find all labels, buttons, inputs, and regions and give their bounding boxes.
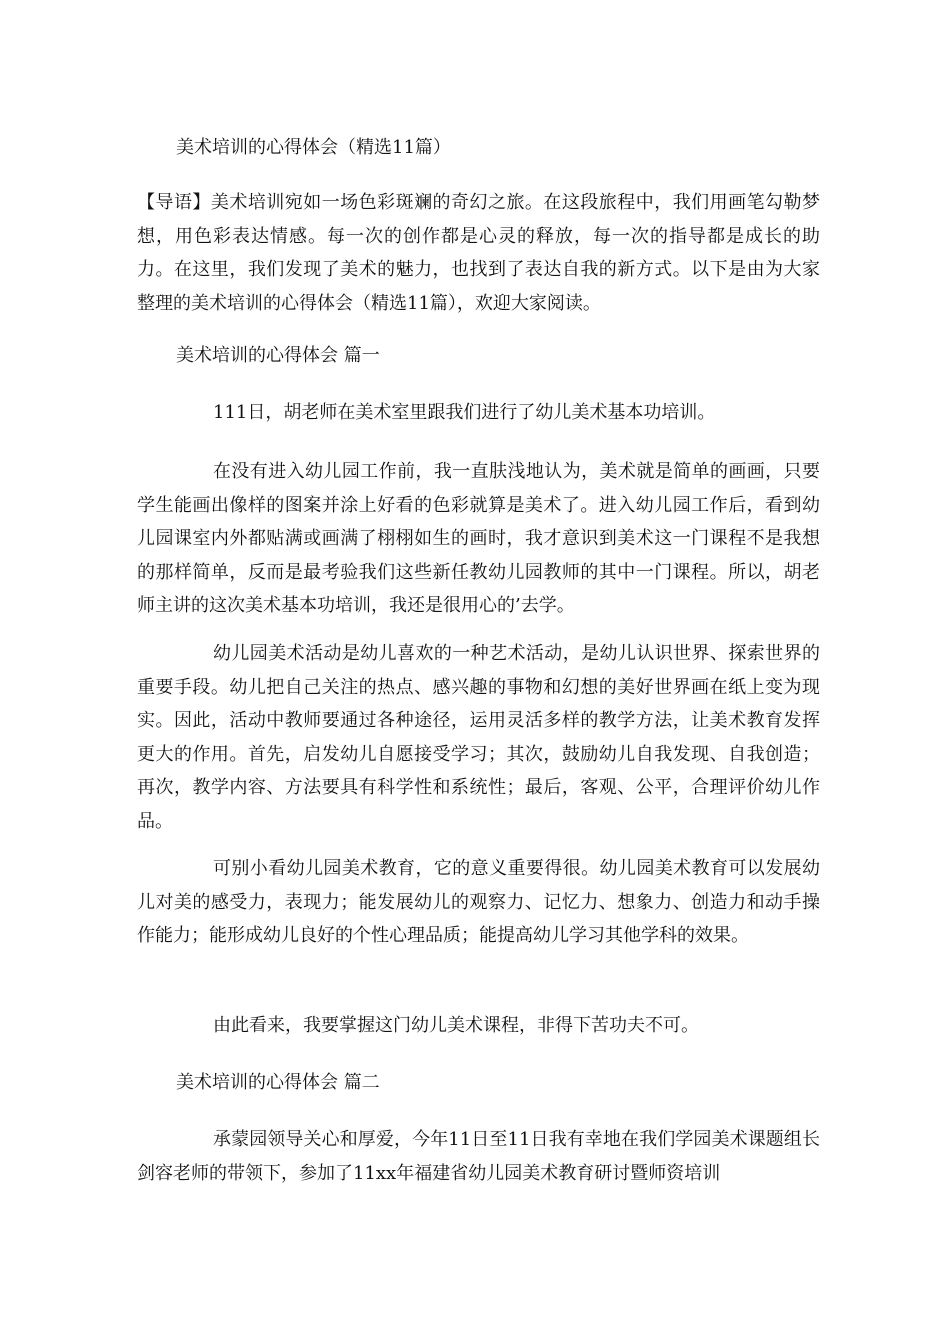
section2-paragraph-1: 承蒙园领导关心和厚爱，今年11日至11日我有幸地在我们学园美术课题组长剑容老师的带领下，参加了11xx年福建省幼儿园美术教育研讨暨师资培训 xyxy=(137,1129,820,1184)
section1-heading: 美术培训的心得体会 篇一 xyxy=(176,345,380,366)
document-title: 美术培训的心得体会（精选11篇） xyxy=(176,137,451,158)
intro-paragraph: 【导语】美术培训宛如一场色彩斑斓的奇幻之旅。在这段旅程中，我们用画笔勾勒梦想，用色彩表达情感。每一次的创作都是心灵的释放，每一次的指导都是成长的助力。在这里，我们发现了美术的魅力，也找到了表达自我的新方式。以下是由为大家整理的美术培训的心得体会（精选11篇），欢迎大家阅读。 xyxy=(137,192,820,314)
section1-paragraph-4: 可别小看幼儿园美术教育，它的意义重要得很。幼儿园美术教育可以发展幼儿对美的感受力，表现力；能发展幼儿的观察力、记忆力、想象力、创造力和动手操作能力；能形成幼儿良好的个性心理品质；能提高幼儿学习其他学科的效果。 xyxy=(137,858,820,946)
section1-paragraph-3: 幼儿园美术活动是幼儿喜欢的一种艺术活动，是幼儿认识世界、探索世界的重要手段。幼儿把自己关注的热点、感兴趣的事物和幻想的美好世界画在纸上变为现实。因此，活动中教师要通过各种途径，运用灵活多样的教学方法，让美术教育发挥更大的作用。首先，启发幼儿自愿接受学习；其次，鼓励幼儿自我发现、自我创造；再次，教学内容、方法要具有科学性和系统性；最后，客观、公平，合理评价幼儿作品。 xyxy=(137,643,820,832)
section1-paragraph-1: 111日，胡老师在美术室里跟我们进行了幼儿美术基本功培训。 xyxy=(213,402,716,423)
section1-paragraph-5: 由此看来，我要掌握这门幼儿美术课程，非得下苦功夫不可。 xyxy=(213,1015,699,1036)
section1-paragraph-2: 在没有进入幼儿园工作前，我一直肤浅地认为，美术就是简单的画画，只要学生能画出像样的图案并涂上好看的色彩就算是美术了。进入幼儿园工作后，看到幼儿园课室内外都贴满或画满了栩栩如生的画时，我才意识到美术这一门课程不是我想的那样简单，反而是最考验我们这些新任教幼儿园教师的其中一门课程。所以，胡老师主讲的这次美术基本功培训，我还是很用心的’去学。 xyxy=(137,461,820,616)
section2-heading: 美术培训的心得体会 篇二 xyxy=(176,1072,380,1093)
